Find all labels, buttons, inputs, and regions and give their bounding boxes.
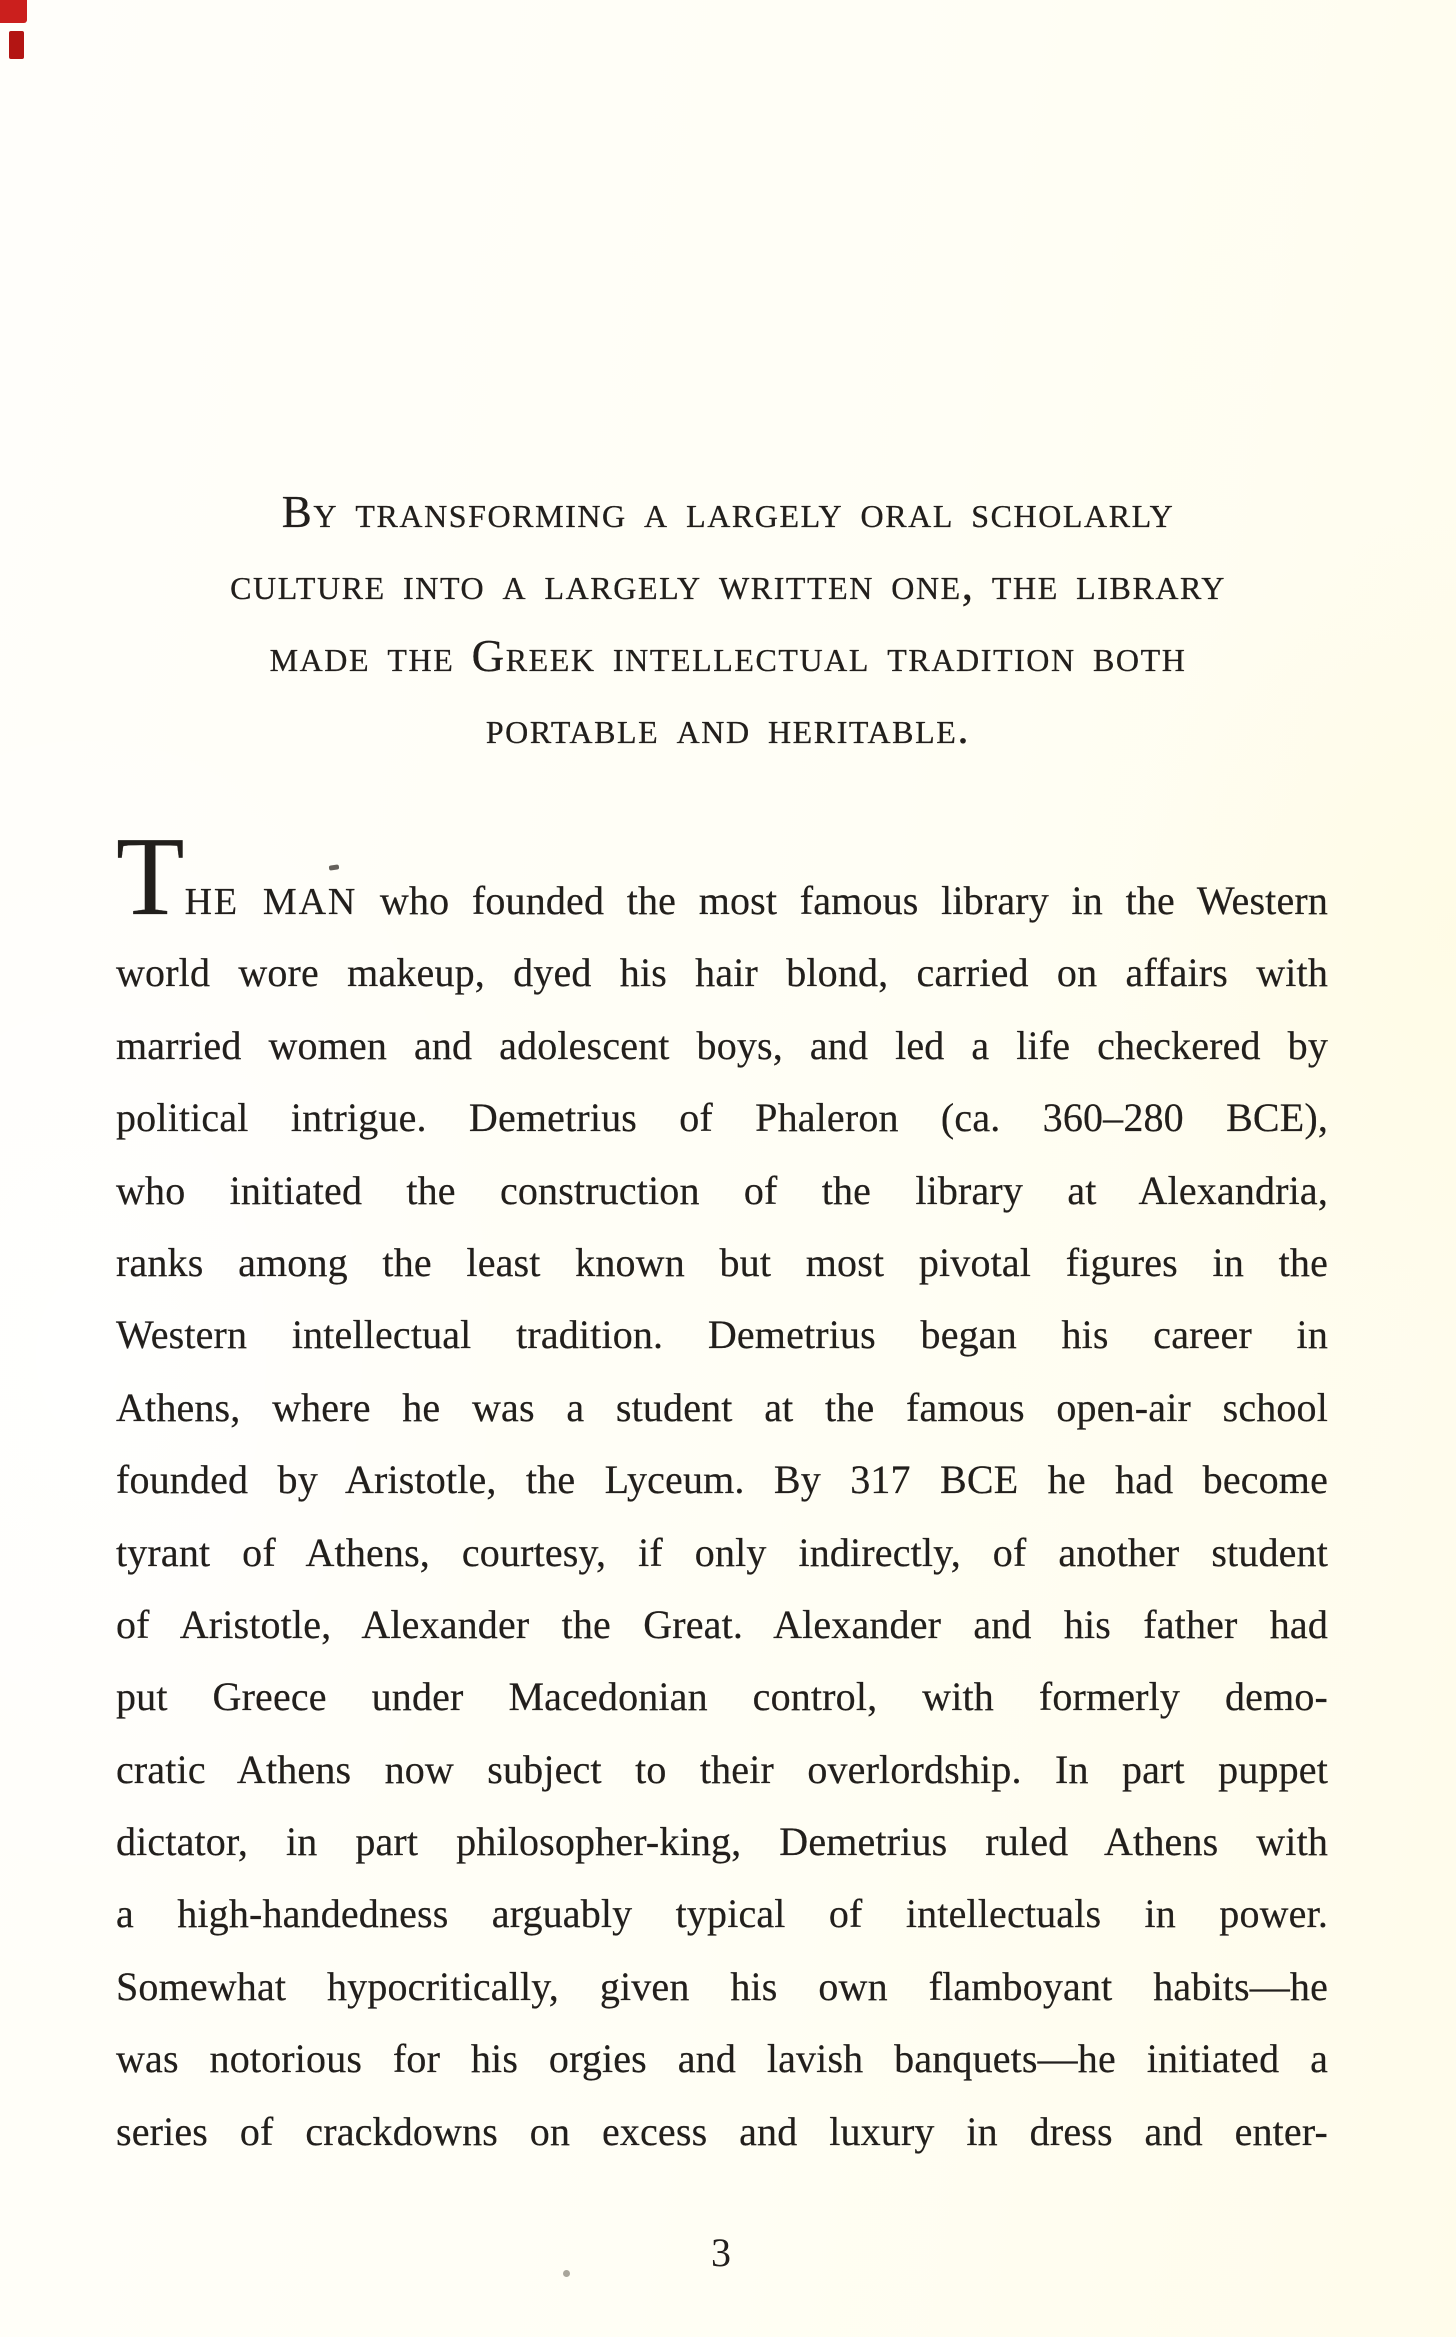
epigraph-line: culture into a largely written one, the library [230,559,1226,609]
paragraph-line: of Aristotle, Alexander the Great. Alexander and his father had [116,1601,1328,1647]
paragraph-line: who initiated the construction of the library at Alexandria, [116,1167,1328,1213]
paragraph-line [116,815,1328,939]
paragraph-line: Western intellectual tradition. Demetrius began his career in [116,1312,1328,1358]
paragraph-line: cratic Athens now subject to their overlordship. In part puppet [116,1746,1328,1792]
paragraph-line: Athens, where he was a student at the famous open-air school [116,1384,1328,1430]
paragraph-line: world wore makeup, dyed his hair blond, carried on affairs with [116,950,1328,996]
paragraph-line: put Greece under Macedonian control, with formerly demo- [116,1674,1328,1720]
paragraph-line: dictator, in part philosopher-king, Demetrius ruled Athens with [116,1819,1328,1865]
paragraph-line: series of crackdowns on excess and luxury in dress and enter- [116,2108,1328,2154]
paragraph-line: was notorious for his orgies and lavish banquets—he initiated a [116,2036,1328,2082]
paragraph-line: married women and adolescent boys, and led a life checkered by [116,1022,1328,1068]
epigraph-line: portable and heritable. [485,703,971,753]
epigraph [0,476,1456,764]
paragraph-line: founded by Aristotle, the Lyceum. By 317 BCE he had become [116,1457,1328,1503]
epigraph-line: made the Greek intellectual tradition both [269,631,1187,681]
scan-edge-red-mark [9,31,24,59]
paragraph-line-text: who founded the most famous library in the Western [379,878,1328,923]
paragraph-line: Somewhat hypocritically, given his own flamboyant habits—he [116,1963,1328,2009]
paragraph-line: political intrigue. Demetrius of Phaleron (ca. 360–280 BCE), [116,1095,1328,1141]
page-number: 3 [711,2230,731,2275]
opener-small-caps: HE MAN [184,881,358,923]
paragraph [116,815,1328,2168]
paragraph-line: ranks among the least known but most pivotal figures in the [116,1239,1328,1285]
paragraph-line: a high-handedness arguably typical of intellectuals in power. [116,1891,1328,1937]
scan-edge-red-mark [0,0,27,23]
raised-initial-cap: T [116,815,185,939]
epigraph-line: By transforming a largely oral scholarly [281,487,1175,537]
paragraph-line: tyrant of Athens, courtesy, if only indirectly, of another student [116,1529,1328,1575]
